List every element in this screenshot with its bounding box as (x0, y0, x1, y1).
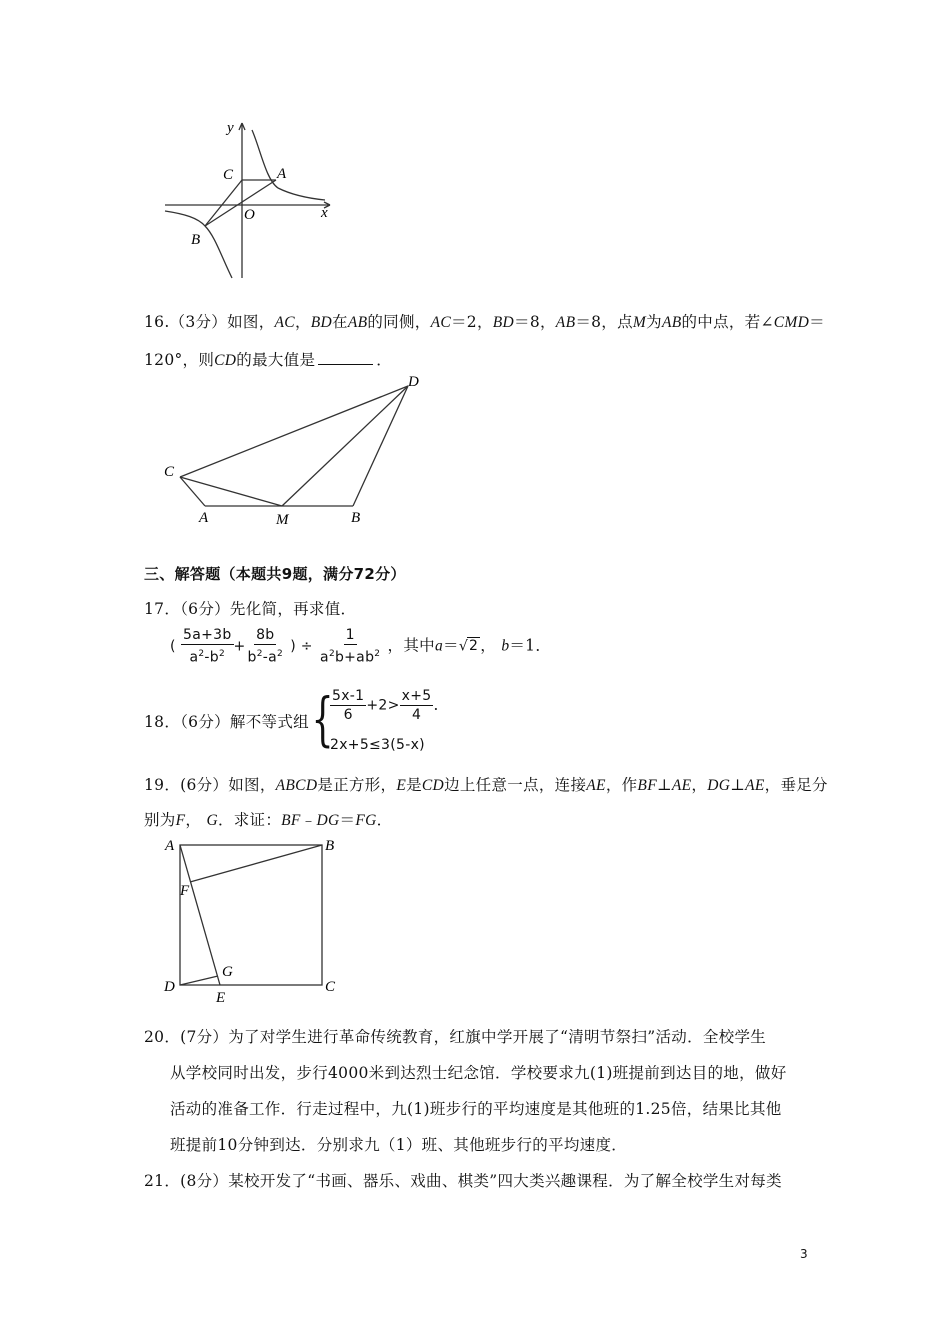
question-19-line2: 别为F， G．求证：BF﹣DG＝FG． (144, 811, 393, 829)
segment-BA (205, 180, 276, 226)
question-19-line1: 19．(6分）如图，ABCD是正方形，E是CD边上任意一点，连接AE，作BF⊥AE，DG⊥AE，垂足分 (144, 776, 828, 794)
label-C: C (164, 464, 175, 480)
figure-square-ABCD (160, 836, 350, 1008)
segment-MD (282, 386, 408, 506)
question-17-expression: ( $\frac{5a+3b}{a^2-b^2}$ + $\frac{8b}{b^2-a^2}$ ) ÷ $\frac{1}{a^2b+ab^2}$ ，其中a＝√2 ， b＝1． (170, 627, 552, 666)
question-16-line1: 16.（3分）如图，AC，BD在AB的同侧，AC＝2，BD＝8，AB＝8，点M为AB的中点，若∠CMD＝ (144, 313, 825, 331)
label-A: A (165, 838, 175, 854)
label-B: B (191, 232, 201, 248)
label-B: B (325, 838, 335, 854)
segment-CA (180, 477, 205, 506)
page-number: 3 (800, 1247, 808, 1261)
label-D: D (408, 374, 419, 390)
hyperbola-branch-upper (252, 130, 325, 200)
segment-CD (180, 386, 408, 477)
section-heading: 三、解答题（本题共9题，满分72分） (144, 565, 406, 583)
question-21-line1: 21．(8分）某校开发了“书画、器乐、戏曲、棋类”四大类兴趣课程．为了解全校学生对每类 (144, 1172, 782, 1190)
question-20-line1: 20．(7分）为了对学生进行革命传统教育，红旗中学开展了“清明节祭扫”活动．全校学生 (144, 1028, 767, 1046)
question-16-line2: 120°，则CD的最大值是 ． (144, 351, 393, 369)
square (180, 845, 322, 985)
label-x: x (321, 205, 328, 221)
label-F: F (180, 883, 190, 899)
label-G: G (222, 964, 233, 980)
question-20-line2: 从学校同时出发，步行4000米到达烈士纪念馆．学校要求九(1)班提前到达目的地，做好 (170, 1064, 787, 1082)
segment-AE (180, 845, 220, 985)
fraction-3: $\frac{1}{a^2b+ab^2}$ (320, 627, 381, 666)
label-A: A (199, 510, 209, 526)
figure-hyperbola (160, 118, 340, 280)
question-20-line3: 活动的准备工作．行走过程中，九(1)班步行的平均速度是其他班的1.25倍，结果比其他 (170, 1100, 782, 1118)
segment-BF (190, 845, 322, 882)
label-M: M (276, 512, 289, 528)
figure-quadrilateral-CD (160, 372, 430, 532)
label-C: C (223, 167, 234, 183)
inequality-1: $\frac{5x-1}{6}$ +2> $\frac{x+5}{4}$ ． (332, 688, 450, 723)
label-A: A (277, 166, 287, 182)
label-B: B (351, 510, 361, 526)
fraction-2: $\frac{8b}{b^2-a^2}$ (247, 627, 284, 666)
answer-blank[interactable] (318, 350, 373, 365)
label-C: C (325, 979, 336, 995)
question-17-line1: 17．（6分）先化简，再求值． (144, 600, 357, 618)
segment-BC (205, 180, 242, 226)
fraction-1: $\frac{5a+3b}{a^2-b^2}$ (183, 627, 232, 666)
segment-CM (180, 477, 282, 506)
label-O: O (244, 207, 255, 223)
label-D: D (164, 979, 175, 995)
segment-DG (180, 976, 218, 985)
label-y: y (227, 120, 234, 136)
inequality-2: 2x+5≤3(5-x) (330, 737, 425, 753)
label-E: E (216, 990, 226, 1006)
question-20-line4: 班提前10分钟到达．分别求九（1）班、其他班步行的平均速度． (170, 1136, 628, 1154)
